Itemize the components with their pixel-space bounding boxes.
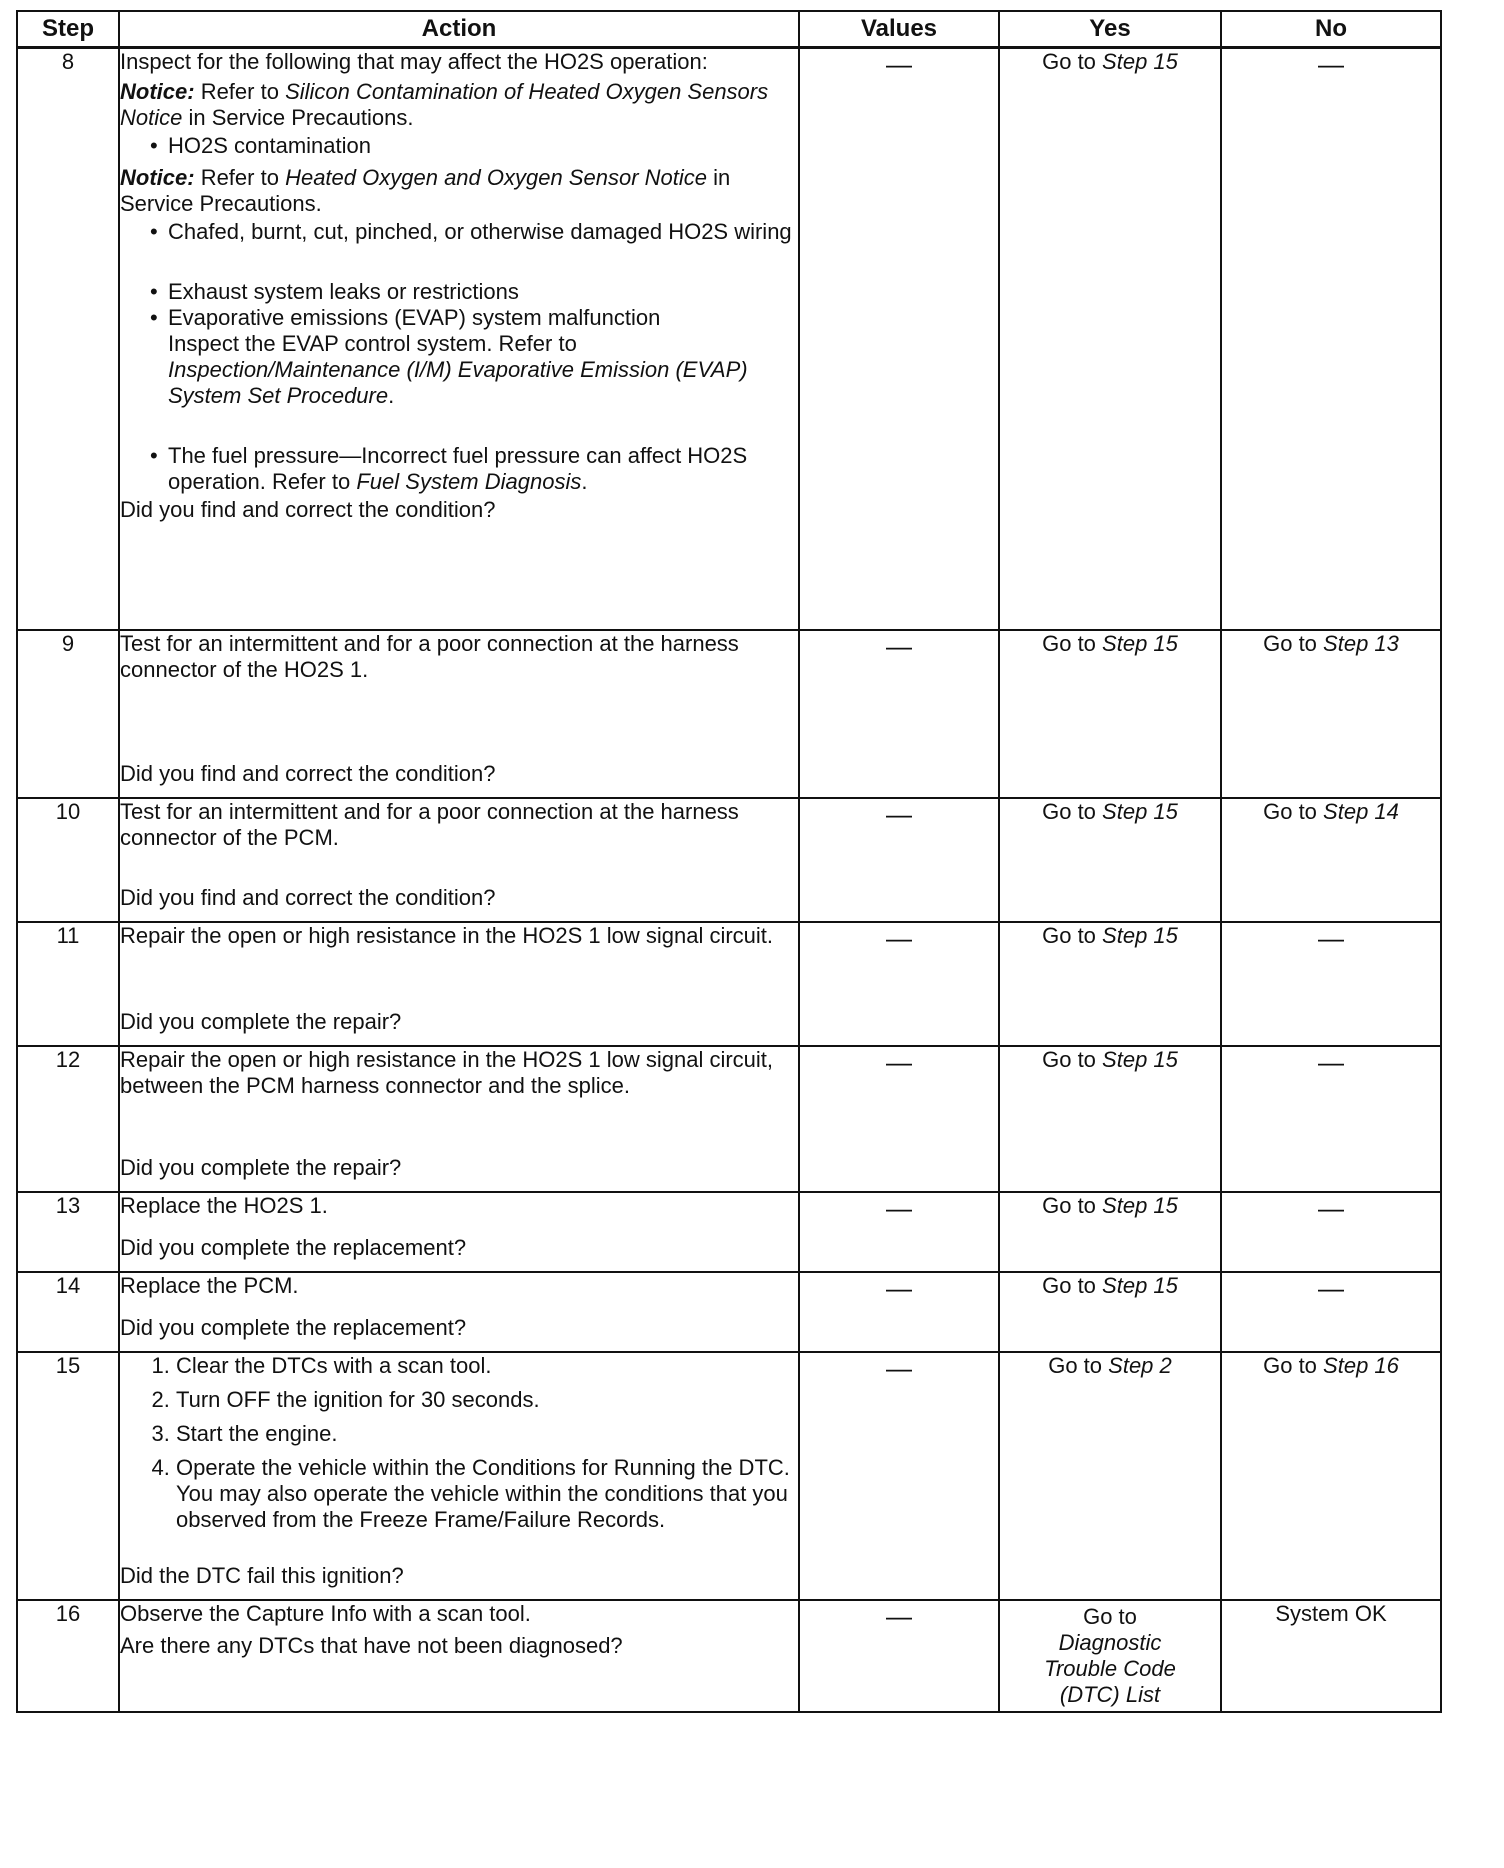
- step-number: 11: [17, 922, 119, 1046]
- no-cell: —: [1221, 48, 1441, 630]
- action-text: Test for an intermittent and for a poor connection at the harness connector of the HO2S 1.: [120, 630, 739, 682]
- action-question: Did you find and correct the condition?: [120, 760, 496, 786]
- header-row: [17, 11, 1441, 48]
- step-action: [119, 1272, 799, 1352]
- values-cell: —: [799, 1600, 999, 1712]
- step-row-14: [17, 1272, 1441, 1352]
- step-action: [119, 798, 799, 922]
- yes-cell: Go to Step 15: [999, 1046, 1221, 1192]
- notice-label: Notice:: [120, 79, 195, 104]
- yes-cell: Go to Step 15: [999, 1272, 1221, 1352]
- yes-cell: Go to Step 15: [999, 922, 1221, 1046]
- list-item: 3. Start the engine.: [176, 1421, 798, 1447]
- procedure-reference: Fuel System Diagnosis: [356, 469, 582, 494]
- step-link[interactable]: Step 13: [1323, 630, 1399, 656]
- yes-cell: Go to Step 15: [999, 798, 1221, 922]
- header-action: Action: [119, 11, 799, 48]
- action-question: Did the DTC fail this ignition?: [120, 1562, 404, 1588]
- header-no: No: [1221, 11, 1441, 48]
- header-yes: Yes: [999, 11, 1221, 48]
- step-link[interactable]: Step 15: [1102, 630, 1178, 656]
- action-text: Replace the PCM.: [120, 1272, 299, 1298]
- action-text: Observe the Capture Info with a scan tool.: [120, 1600, 531, 1626]
- step-action: [119, 1352, 799, 1600]
- procedure-reference: Inspection/Maintenance (I/M) Evaporative Emission (EVAP) System Set Procedure: [168, 357, 748, 408]
- yes-cell: Go to Step 2: [999, 1352, 1221, 1600]
- notice-reference: Heated Oxygen and Oxygen Sensor Notice: [285, 165, 707, 190]
- step-action: [119, 1046, 799, 1192]
- action-text: Test for an intermittent and for a poor connection at the harness connector of the PCM.: [120, 798, 739, 850]
- step-row-8: [17, 48, 1441, 630]
- values-cell: —: [799, 1272, 999, 1352]
- no-cell: Go to Step 16: [1221, 1352, 1441, 1600]
- notice: Notice: Refer to Heated Oxygen and Oxygen Sensor Notice in Service Precautions.: [120, 165, 731, 216]
- step-action: [119, 48, 799, 630]
- no-cell: Go to Step 13: [1221, 630, 1441, 798]
- action-question: Did you complete the repair?: [120, 1008, 402, 1034]
- step-number: 15: [17, 1352, 119, 1600]
- list-item: • The fuel pressure—Incorrect fuel pressure can affect HO2S operation. Refer to Fuel System Diagnosis.: [168, 443, 798, 495]
- list-item: 4. Operate the vehicle within the Conditions for Running the DTC. You may also operate the vehicle within the conditions that you observed from the Freeze Frame/Failure Records.: [176, 1455, 798, 1533]
- no-cell: —: [1221, 1046, 1441, 1192]
- no-cell: Go to Step 14: [1221, 798, 1441, 922]
- step-number: 8: [17, 48, 119, 630]
- values-cell: —: [799, 798, 999, 922]
- system-ok-text: System OK: [1275, 1600, 1387, 1626]
- yes-cell: Go to Step 15: [999, 630, 1221, 798]
- step-number: 12: [17, 1046, 119, 1192]
- step-row-13: [17, 1192, 1441, 1272]
- bullet-list: [120, 133, 798, 159]
- step-row-16: [17, 1600, 1441, 1712]
- list-item: 1. Clear the DTCs with a scan tool.: [176, 1353, 798, 1379]
- step-number: 16: [17, 1600, 119, 1712]
- action-text: Repair the open or high resistance in the HO2S 1 low signal circuit.: [120, 922, 774, 948]
- notice: Notice: Refer to Silicon Contamination of Heated Oxygen Sensors Notice in Service Precautions.: [120, 79, 769, 130]
- step-number: 13: [17, 1192, 119, 1272]
- values-cell: —: [799, 1046, 999, 1192]
- step-number: 9: [17, 630, 119, 798]
- step-link[interactable]: Step 15: [1102, 1046, 1178, 1072]
- bullet-list: [120, 279, 798, 409]
- step-row-10: [17, 798, 1441, 922]
- yes-cell: Go to Step 15: [999, 48, 1221, 630]
- header-values: Values: [799, 11, 999, 48]
- action-text: Inspect for the following that may affect the HO2S operation:: [120, 49, 708, 74]
- numbered-list: [120, 1353, 798, 1541]
- action-question: Did you find and correct the condition?: [120, 884, 496, 910]
- list-item: • Evaporative emissions (EVAP) system malfunction Inspect the EVAP control system. Refer to Inspection/Maintenance (I/M) Evaporative Emission (EVAP) System Set Procedure.: [168, 305, 798, 409]
- yes-cell: Go to Diagnostic Trouble Code (DTC) List: [999, 1600, 1221, 1712]
- diagnostic-table: [16, 10, 1442, 1713]
- yes-cell: Go to Step 15: [999, 1192, 1221, 1272]
- step-link[interactable]: Step 15: [1102, 798, 1178, 824]
- action-question: Did you find and correct the condition?: [120, 497, 496, 522]
- step-link[interactable]: Step 2: [1108, 1352, 1172, 1378]
- step-row-9: [17, 630, 1441, 798]
- no-cell: [1221, 1600, 1441, 1712]
- values-cell: —: [799, 1352, 999, 1600]
- step-link[interactable]: Step 15: [1102, 1272, 1178, 1298]
- no-cell: —: [1221, 1272, 1441, 1352]
- values-cell: —: [799, 630, 999, 798]
- step-link[interactable]: Step 15: [1102, 1192, 1178, 1218]
- no-cell: —: [1221, 922, 1441, 1046]
- list-item: • HO2S contamination: [168, 133, 798, 159]
- values-cell: —: [799, 48, 999, 630]
- step-number: 10: [17, 798, 119, 922]
- bullet-list: [120, 219, 798, 245]
- step-link[interactable]: Step 15: [1102, 922, 1178, 948]
- no-cell: —: [1221, 1192, 1441, 1272]
- step-link[interactable]: Step 15: [1102, 49, 1178, 74]
- step-row-12: [17, 1046, 1441, 1192]
- step-row-11: [17, 922, 1441, 1046]
- action-text: Repair the open or high resistance in the HO2S 1 low signal circuit, between the PCM harness connector and the splice.: [120, 1046, 774, 1098]
- dtc-list-link[interactable]: Diagnostic Trouble Code (DTC) List: [1044, 1629, 1176, 1707]
- values-cell: —: [799, 1192, 999, 1272]
- header-step: Step: [17, 11, 119, 48]
- step-row-15: [17, 1352, 1441, 1600]
- action-question: Did you complete the repair?: [120, 1154, 402, 1180]
- bullet-list: [120, 443, 798, 495]
- step-link[interactable]: Step 16: [1323, 1352, 1399, 1378]
- list-item: • Chafed, burnt, cut, pinched, or otherwise damaged HO2S wiring: [168, 219, 798, 245]
- list-item: 2. Turn OFF the ignition for 30 seconds.: [176, 1387, 798, 1413]
- list-item: • Exhaust system leaks or restrictions: [168, 279, 798, 305]
- step-link[interactable]: Step 14: [1323, 798, 1399, 824]
- step-action: [119, 922, 799, 1046]
- notice-reference: Silicon Contamination of Heated Oxygen Sensors Notice: [120, 79, 769, 130]
- action-text: Replace the HO2S 1.: [120, 1192, 328, 1218]
- action-question: Are there any DTCs that have not been diagnosed?: [120, 1632, 623, 1658]
- step-action: [119, 1192, 799, 1272]
- notice-label: Notice:: [120, 165, 195, 190]
- step-action: [119, 630, 799, 798]
- action-question: Did you complete the replacement?: [120, 1234, 467, 1260]
- step-number: 14: [17, 1272, 119, 1352]
- values-cell: —: [799, 922, 999, 1046]
- step-action: [119, 1600, 799, 1712]
- action-question: Did you complete the replacement?: [120, 1314, 467, 1340]
